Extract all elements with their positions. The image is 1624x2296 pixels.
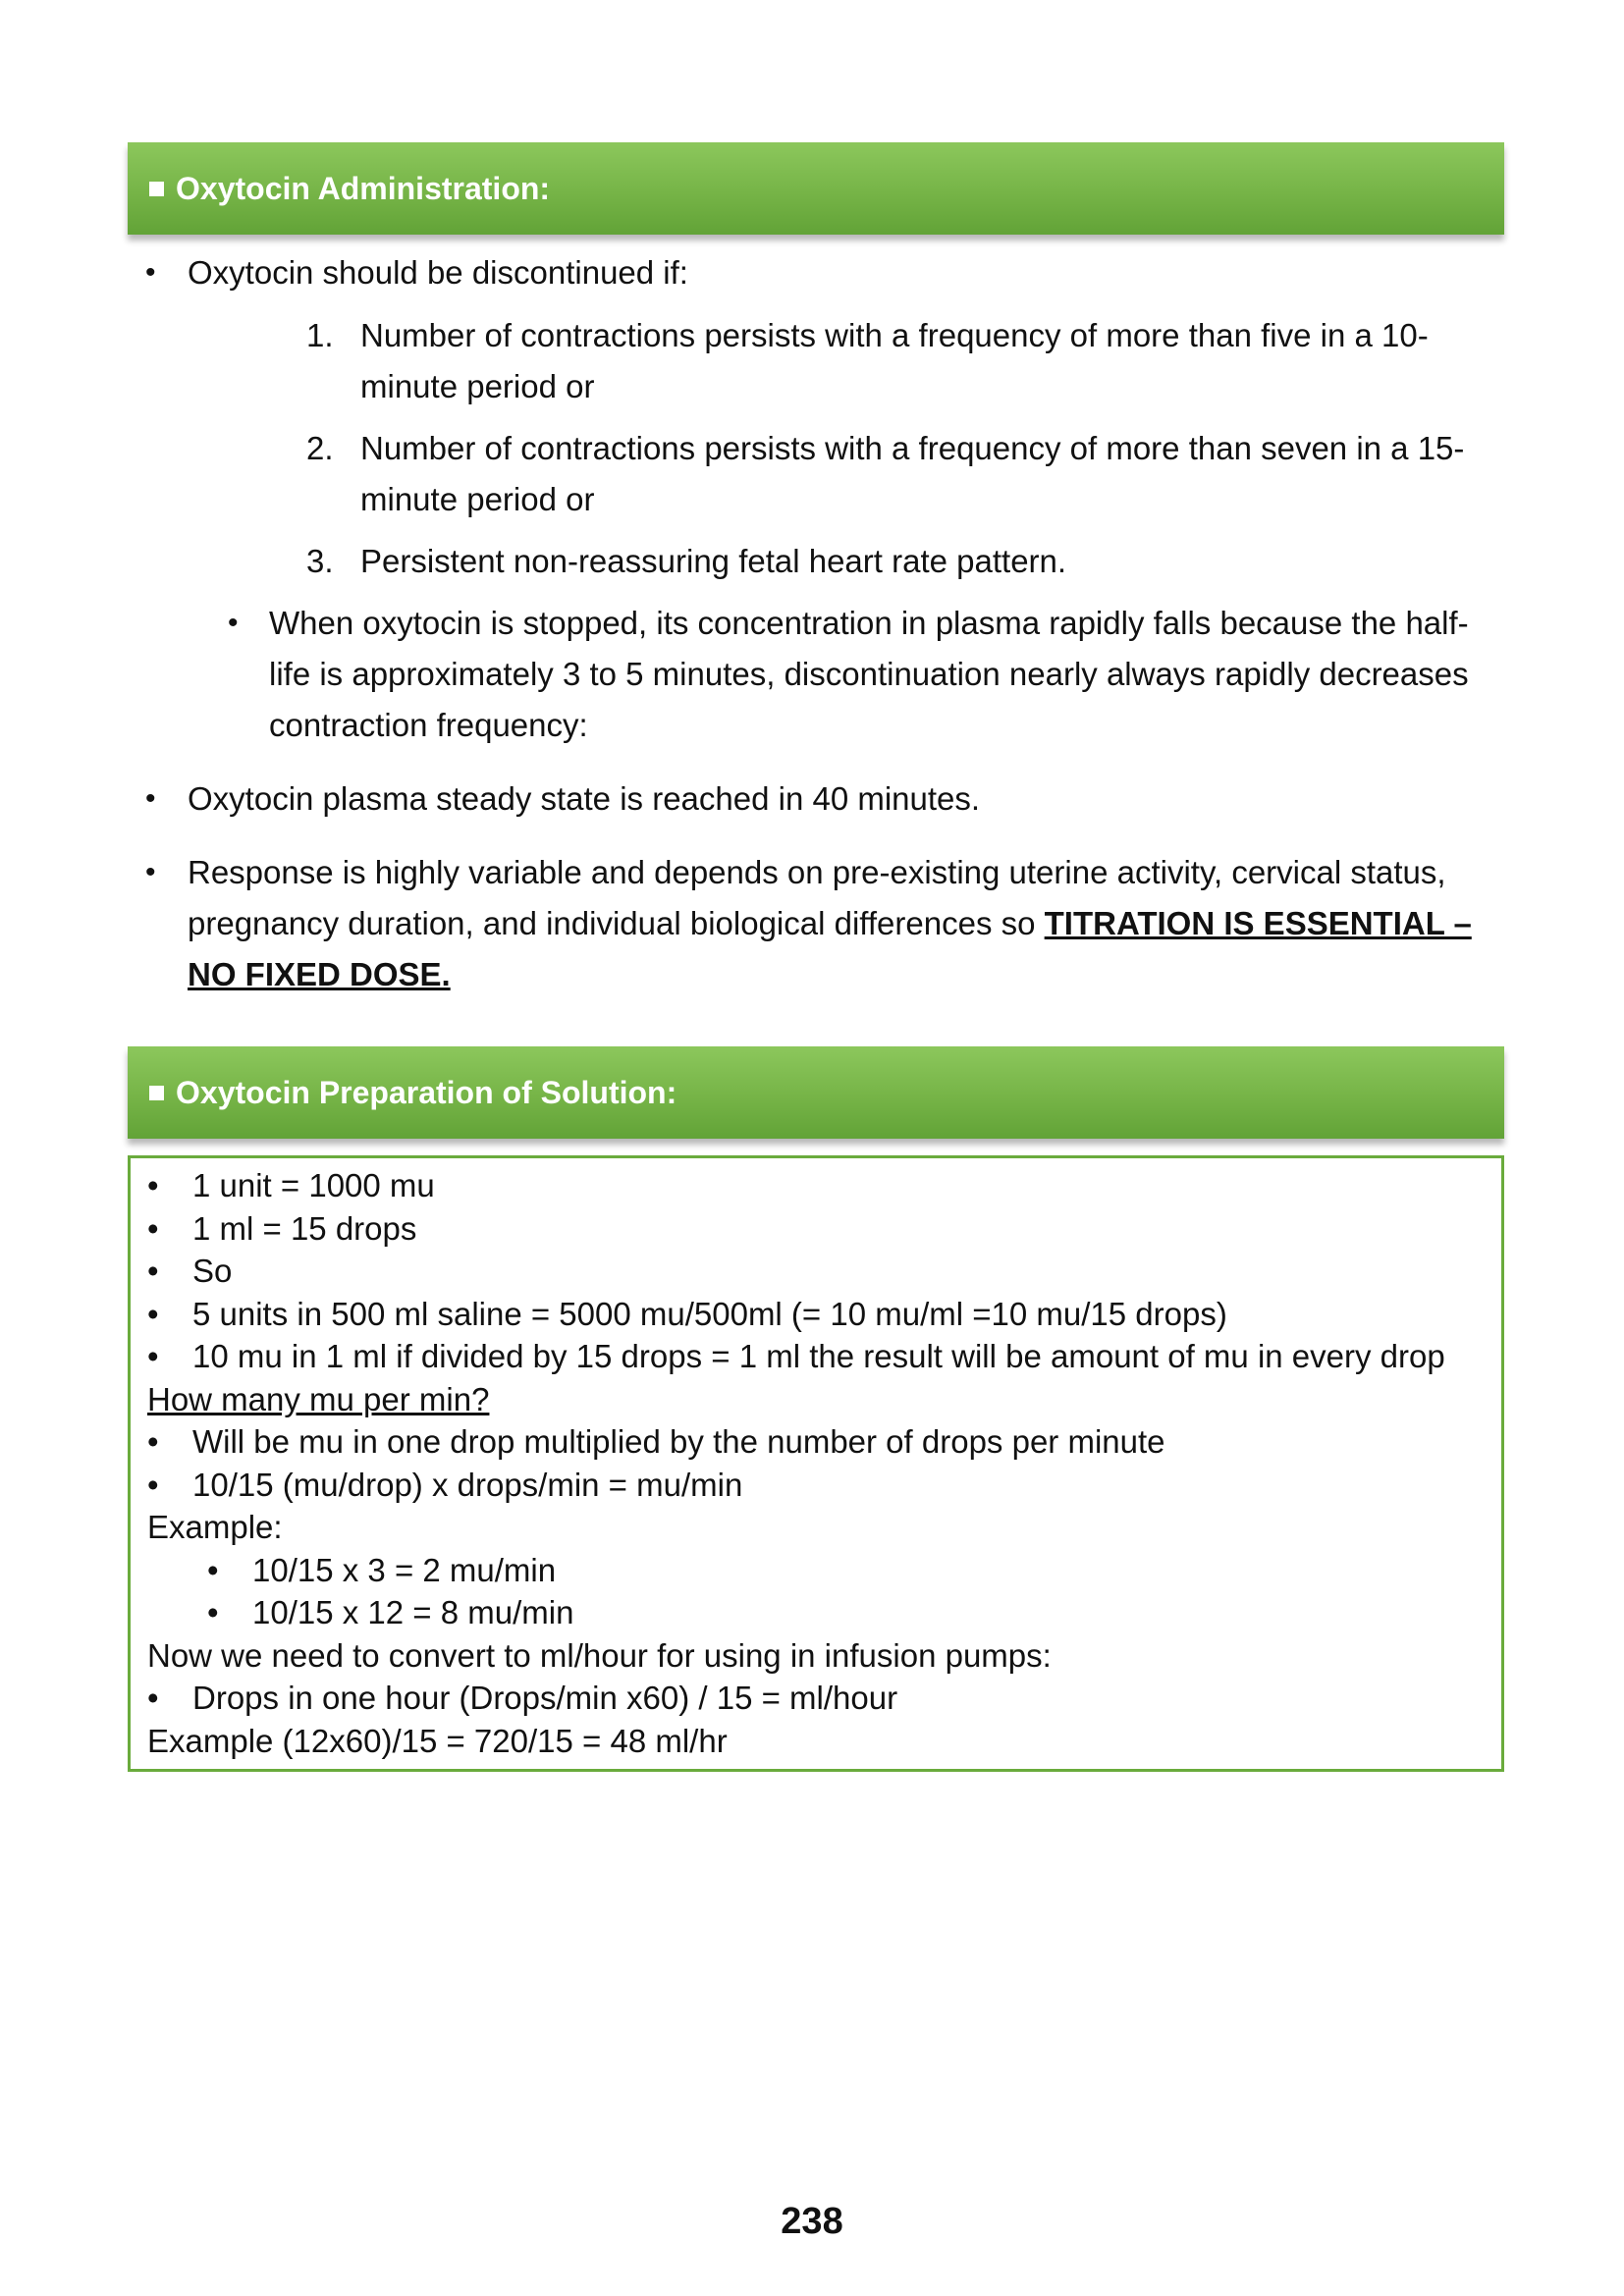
response-text-prefix: pregnancy duration, and individual biological differences so <box>188 905 1045 941</box>
response-text: Response is highly variable and depends on pre-existing uterine activity, cervical status, <box>188 854 1446 890</box>
bullet-dot-icon: • <box>147 1423 159 1460</box>
solution-box <box>128 1155 1504 1772</box>
list-number: 1. <box>306 317 334 353</box>
question-heading: How many mu per min? <box>147 1381 490 1417</box>
section-header-preparation <box>128 1046 1504 1139</box>
steady-state-text: Oxytocin plasma steady state is reached in 40 minutes. <box>188 780 981 817</box>
list-item-text: Number of contractions persists with a frequency of more than seven in a 15- <box>360 430 1465 466</box>
section-title: Oxytocin Administration: <box>176 170 551 206</box>
bullet-dot-icon: • <box>147 1167 159 1203</box>
box-item: Will be mu in one drop multiplied by the number of drops per minute <box>192 1423 1165 1460</box>
bullet-dot-icon: • <box>147 1338 159 1374</box>
list-item-text: Persistent non-reassuring fetal heart rate pattern. <box>360 543 1067 579</box>
example-label: Example: <box>147 1509 283 1545</box>
box-item: 10/15 (mu/drop) x drops/min = mu/min <box>192 1467 743 1503</box>
list-item-text: Number of contractions persists with a frequency of more than five in a 10- <box>360 317 1429 353</box>
section-header-administration <box>128 142 1504 235</box>
list-item-text: minute period or <box>360 481 595 517</box>
section-title: Oxytocin Preparation of Solution: <box>176 1074 677 1110</box>
example-item: 10/15 x 12 = 8 mu/min <box>252 1594 574 1630</box>
bullet-dot-icon: • <box>147 1253 159 1289</box>
bullet-dot-icon: • <box>228 607 239 639</box>
bullet-dot-icon: • <box>147 1296 159 1332</box>
box-item: 1 ml = 15 drops <box>192 1210 417 1247</box>
box-item: 10 mu in 1 ml if divided by 15 drops = 1 ml the result will be amount of mu in every drop <box>192 1338 1445 1374</box>
discontinue-intro: Oxytocin should be discontinued if: <box>188 254 688 291</box>
box-item: Drops in one hour (Drops/min x60) / 15 = ml/hour <box>192 1680 898 1716</box>
bullet-dot-icon: • <box>207 1552 219 1588</box>
subbullet-text: contraction frequency: <box>269 707 588 743</box>
bullet-dot-icon: • <box>147 1680 159 1716</box>
bullet-dot-icon: • <box>207 1594 219 1630</box>
page-number: 238 <box>781 2201 843 2242</box>
list-item-text: minute period or <box>360 368 595 404</box>
square-bullet-icon <box>149 182 164 196</box>
bullet-dot-icon: • <box>145 856 156 888</box>
box-item: 1 unit = 1000 mu <box>192 1167 435 1203</box>
bullet-dot-icon: • <box>145 782 156 815</box>
response-text <box>188 898 1472 949</box>
subbullet-text: life is approximately 3 to 5 minutes, discontinuation nearly always rapidly decreases <box>269 656 1469 692</box>
box-item: So <box>192 1253 233 1289</box>
bullet-dot-icon: • <box>147 1467 159 1503</box>
bullet-dot-icon: • <box>145 256 156 289</box>
final-example: Example (12x60)/15 = 720/15 = 48 ml/hr <box>147 1723 728 1759</box>
convert-text: Now we need to convert to ml/hour for using in infusion pumps: <box>147 1637 1052 1674</box>
example-item: 10/15 x 3 = 2 mu/min <box>252 1552 557 1588</box>
list-number: 3. <box>306 543 334 579</box>
square-bullet-icon <box>149 1086 164 1100</box>
titration-emphasis: TITRATION IS ESSENTIAL – <box>1044 905 1472 941</box>
bullet-dot-icon: • <box>147 1210 159 1247</box>
no-fixed-dose-emphasis: NO FIXED DOSE. <box>188 956 451 992</box>
list-number: 2. <box>306 430 334 466</box>
subbullet-text: When oxytocin is stopped, its concentration in plasma rapidly falls because the half- <box>269 605 1469 641</box>
box-item: 5 units in 500 ml saline = 5000 mu/500ml (= 10 mu/ml =10 mu/15 drops) <box>192 1296 1227 1332</box>
